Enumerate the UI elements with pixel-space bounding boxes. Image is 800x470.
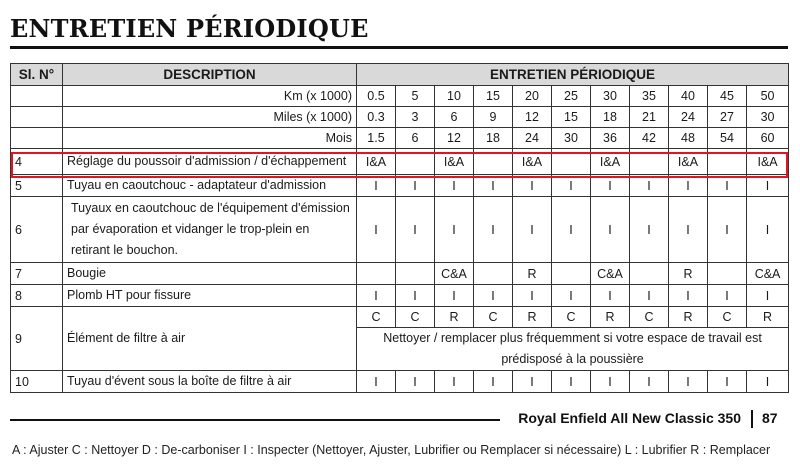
- action-cell: I: [591, 285, 630, 307]
- page-number: 87: [762, 410, 778, 426]
- action-cell: I: [435, 175, 474, 197]
- action-cell: R: [747, 307, 789, 328]
- action-cell: I: [513, 371, 552, 393]
- action-cell: I&A: [669, 149, 708, 175]
- action-cell: [630, 263, 669, 285]
- action-cell: [396, 263, 435, 285]
- interval-value: 60: [747, 128, 789, 149]
- action-cell: I: [747, 371, 789, 393]
- interval-value: 36: [591, 128, 630, 149]
- action-cell: I: [591, 175, 630, 197]
- table-row: [11, 371, 789, 393]
- action-cell: I: [474, 175, 513, 197]
- action-cell: I: [708, 197, 747, 263]
- row-note: Nettoyer / remplacer plus fréquemment si votre espace de travail est prédisposé à la poussière: [357, 328, 789, 371]
- action-cell: I: [396, 371, 435, 393]
- row-description: Tuyau d'évent sous la boîte de filtre à air: [63, 371, 357, 393]
- sl-number: 6: [11, 197, 63, 263]
- action-cell: [474, 263, 513, 285]
- header-description: DESCRIPTION: [63, 64, 357, 86]
- header-periodic-maintenance: ENTRETIEN PÉRIODIQUE: [357, 64, 789, 86]
- action-cell: I: [630, 197, 669, 263]
- interval-value: 50: [747, 86, 789, 107]
- interval-value: 48: [669, 128, 708, 149]
- maintenance-table: [10, 63, 789, 393]
- interval-value: 9: [474, 107, 513, 128]
- interval-value: 1.5: [357, 128, 396, 149]
- action-cell: I: [435, 371, 474, 393]
- action-cell: I: [747, 175, 789, 197]
- action-cell: I: [747, 197, 789, 263]
- action-cell: I: [669, 371, 708, 393]
- action-cell: R: [591, 307, 630, 328]
- footer-rule: [10, 419, 500, 421]
- action-cell: I: [708, 175, 747, 197]
- action-cell: [474, 149, 513, 175]
- row-description: Tuyau en caoutchouc - adaptateur d'admission: [63, 175, 357, 197]
- action-cell: I: [513, 175, 552, 197]
- action-cell: I&A: [591, 149, 630, 175]
- action-cell: I: [630, 285, 669, 307]
- action-cell: I&A: [357, 149, 396, 175]
- action-cell: I&A: [513, 149, 552, 175]
- interval-value: 0.3: [357, 107, 396, 128]
- action-cell: R: [513, 263, 552, 285]
- action-cell: I: [630, 371, 669, 393]
- action-cell: I: [591, 197, 630, 263]
- action-cell: R: [435, 307, 474, 328]
- table-row: [11, 307, 789, 328]
- action-cell: [552, 149, 591, 175]
- sl-number: 8: [11, 285, 63, 307]
- action-cell: I: [669, 197, 708, 263]
- interval-value: 12: [513, 107, 552, 128]
- action-cell: I: [357, 285, 396, 307]
- action-cell: I: [591, 371, 630, 393]
- action-cell: I: [435, 285, 474, 307]
- action-cell: I: [357, 197, 396, 263]
- interval-value: 25: [552, 86, 591, 107]
- action-cell: R: [513, 307, 552, 328]
- action-cell: C: [357, 307, 396, 328]
- action-cell: I: [552, 285, 591, 307]
- sl-number: 10: [11, 371, 63, 393]
- row-description: Réglage du poussoir d'admission / d'échappement: [63, 149, 357, 175]
- action-cell: I: [474, 285, 513, 307]
- interval-value: 6: [435, 107, 474, 128]
- row-description: Tuyaux en caoutchouc de l'équipement d'émission par évaporation et vidanger le trop-plein en retirant le bouchon.: [63, 197, 357, 263]
- interval-value: 27: [708, 107, 747, 128]
- sl-number: 5: [11, 175, 63, 197]
- sl-number: 7: [11, 263, 63, 285]
- interval-value: 45: [708, 86, 747, 107]
- table-row: [11, 263, 789, 285]
- row-description: Élément de filtre à air: [63, 307, 357, 371]
- title-underline: [10, 46, 788, 49]
- page-title: ENTRETIEN PÉRIODIQUE: [10, 14, 369, 43]
- table-row: [11, 149, 789, 175]
- action-cell: I: [669, 285, 708, 307]
- action-cell: C&A: [747, 263, 789, 285]
- unit-row: [11, 107, 789, 128]
- interval-value: 54: [708, 128, 747, 149]
- action-cell: I: [435, 197, 474, 263]
- table-row: [11, 285, 789, 307]
- action-cell: [396, 149, 435, 175]
- action-cell: C: [474, 307, 513, 328]
- action-cell: C: [396, 307, 435, 328]
- interval-value: 10: [435, 86, 474, 107]
- sl-cell: [11, 128, 63, 149]
- action-cell: I: [513, 197, 552, 263]
- table-header-row: [11, 64, 789, 86]
- action-cell: I: [669, 175, 708, 197]
- action-cell: I: [552, 175, 591, 197]
- interval-value: 24: [513, 128, 552, 149]
- interval-value: 3: [396, 107, 435, 128]
- action-cell: I: [396, 175, 435, 197]
- action-cell: I: [708, 285, 747, 307]
- action-cell: C: [630, 307, 669, 328]
- sl-cell: [11, 86, 63, 107]
- interval-value: 0.5: [357, 86, 396, 107]
- unit-label: Miles (x 1000): [63, 107, 357, 128]
- action-cell: C: [552, 307, 591, 328]
- interval-value: 15: [474, 86, 513, 107]
- interval-value: 21: [630, 107, 669, 128]
- action-cell: I: [396, 197, 435, 263]
- interval-value: 18: [591, 107, 630, 128]
- interval-value: 42: [630, 128, 669, 149]
- sl-cell: [11, 107, 63, 128]
- interval-value: 18: [474, 128, 513, 149]
- interval-value: 15: [552, 107, 591, 128]
- action-cell: C&A: [591, 263, 630, 285]
- action-cell: I: [474, 197, 513, 263]
- unit-label: Km (x 1000): [63, 86, 357, 107]
- action-cell: I&A: [435, 149, 474, 175]
- row-description: Bougie: [63, 263, 357, 285]
- footer-brand: Royal Enfield All New Classic 350: [518, 410, 741, 426]
- interval-value: 24: [669, 107, 708, 128]
- action-cell: I: [747, 285, 789, 307]
- interval-value: 12: [435, 128, 474, 149]
- unit-label: Mois: [63, 128, 357, 149]
- sl-number: 4: [11, 149, 63, 175]
- header-sl-no: Sl. N°: [11, 64, 63, 86]
- action-cell: [357, 263, 396, 285]
- action-cell: C: [708, 307, 747, 328]
- action-cell: I: [357, 175, 396, 197]
- action-cell: [708, 149, 747, 175]
- footer-separator: [751, 410, 753, 428]
- action-cell: I: [708, 371, 747, 393]
- unit-row: [11, 86, 789, 107]
- interval-value: 40: [669, 86, 708, 107]
- action-cell: I&A: [747, 149, 789, 175]
- interval-value: 30: [552, 128, 591, 149]
- table-row: [11, 175, 789, 197]
- action-cell: I: [552, 197, 591, 263]
- interval-value: 30: [747, 107, 789, 128]
- sl-number: 9: [11, 307, 63, 371]
- action-cell: I: [630, 175, 669, 197]
- action-cell: [630, 149, 669, 175]
- action-cell: R: [669, 307, 708, 328]
- interval-value: 6: [396, 128, 435, 149]
- action-cell: I: [474, 371, 513, 393]
- action-cell: C&A: [435, 263, 474, 285]
- interval-value: 20: [513, 86, 552, 107]
- action-cell: [708, 263, 747, 285]
- interval-value: 30: [591, 86, 630, 107]
- action-cell: I: [396, 285, 435, 307]
- legend: A : Ajuster C : Nettoyer D : De-carboniser I : Inspecter (Nettoyer, Ajuster, Lubrifier ou Remplacer si nécessaire) L : Lubrifier R : Remplacer: [12, 443, 771, 457]
- unit-row: [11, 128, 789, 149]
- action-cell: R: [669, 263, 708, 285]
- row-description: Plomb HT pour fissure: [63, 285, 357, 307]
- action-cell: I: [552, 371, 591, 393]
- action-cell: I: [357, 371, 396, 393]
- table-row: [11, 197, 789, 263]
- action-cell: [552, 263, 591, 285]
- interval-value: 5: [396, 86, 435, 107]
- action-cell: I: [513, 285, 552, 307]
- interval-value: 35: [630, 86, 669, 107]
